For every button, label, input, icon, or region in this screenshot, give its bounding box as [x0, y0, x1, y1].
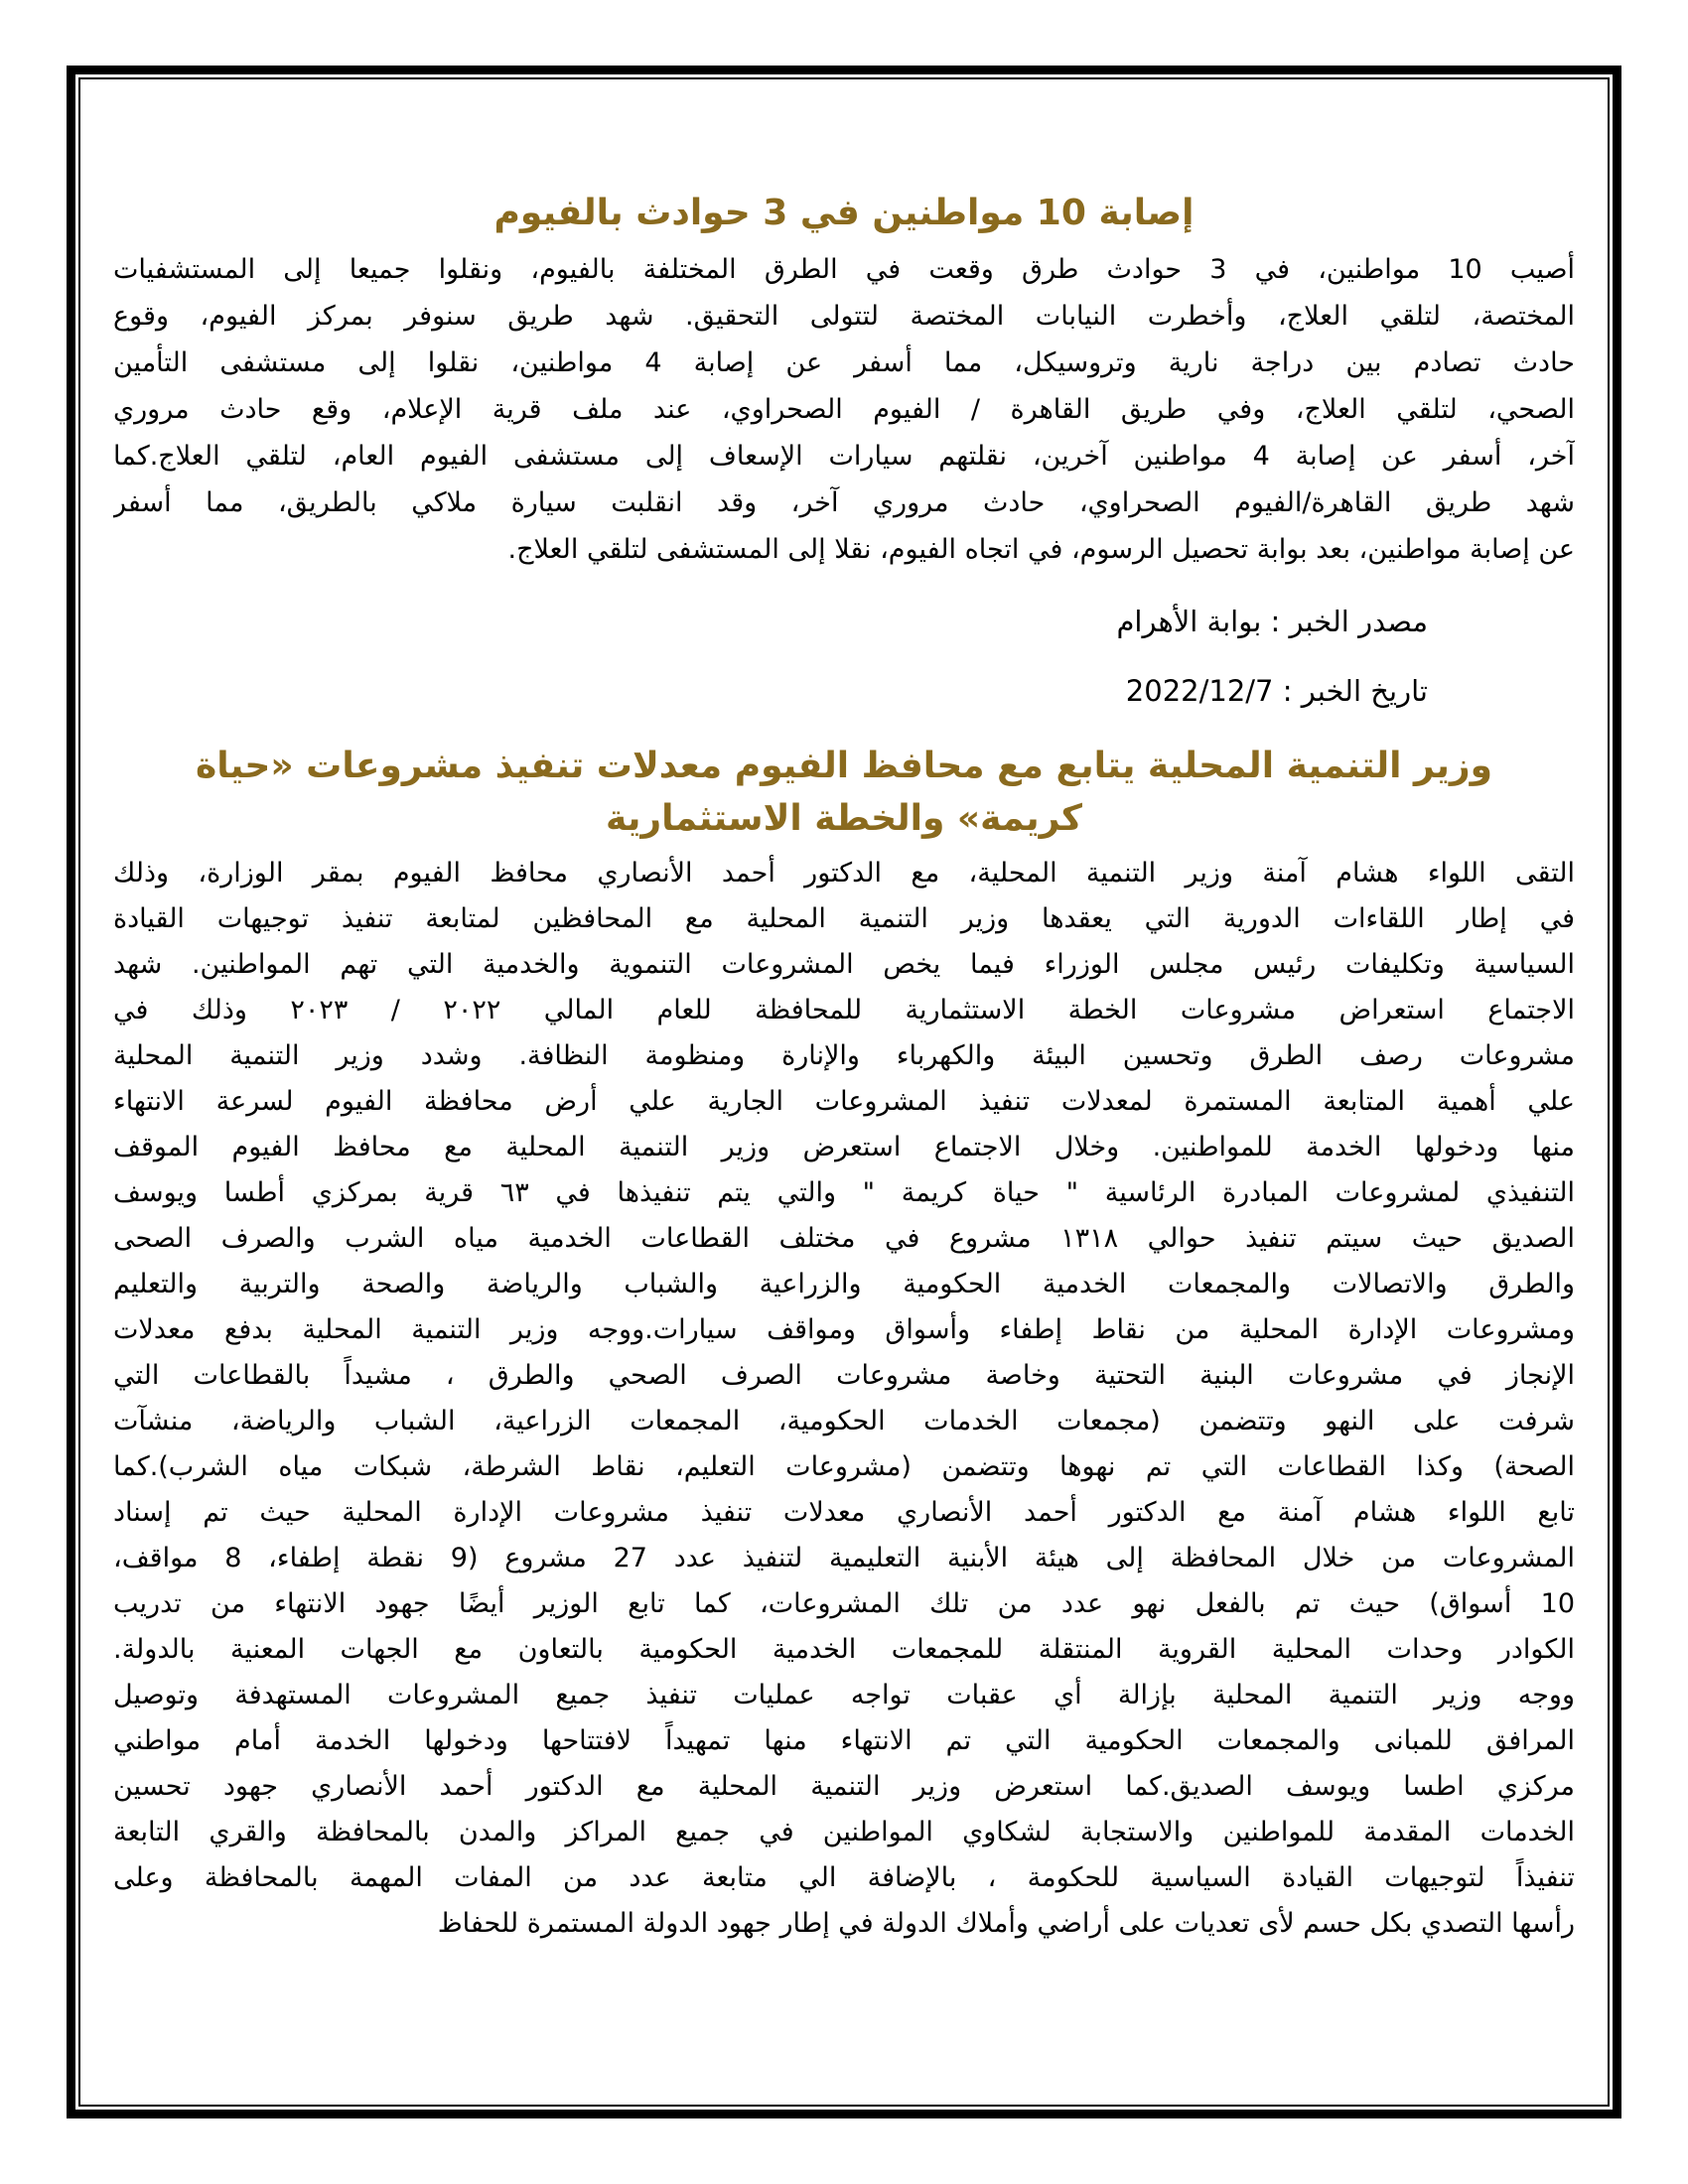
page-border-outer [67, 66, 1621, 2118]
text-line: آخر، أسفر عن إصابة 4 مواطنين آخرين، نقلتهم سيارات الإسعاف إلى مستشفى الفيوم العام، لتلقي العلاج.كما [113, 441, 1575, 472]
article2-title [113, 740, 1575, 845]
text-line: مركزي اطسا ويوسف الصديق.كما استعرض وزير التنمية المحلية مع الدكتور أحمد الأنصاري جهود تحسين [113, 1771, 1575, 1802]
text-line: التنفيذي لمشروعات المبادرة الرئاسية " حياة كريمة " والتي يتم تنفيذها في ٦٣ قرية بمركزي أطسا ويوسف [113, 1177, 1575, 1208]
article1-title: إصابة 10 مواطنين في 3 حوادث بالفيوم [493, 193, 1195, 233]
text-line: الصديق حيث سيتم تنفيذ حوالي ١٣١٨ مشروع في مختلف القطاعات الخدمية مياه الشرب والصرف الصحى [113, 1223, 1575, 1254]
page-border-inner [78, 77, 1610, 2107]
text-line: منها ودخولها الخدمة للمواطنين. وخلال الاجتماع استعرض وزير التنمية المحلية مع محافظ الفيوم الموقف [113, 1132, 1575, 1162]
text-line: علي أهمية المتابعة المستمرة لمعدلات تنفيذ المشروعات الجارية علي أرض محافظة الفيوم لسرعة الانتهاء [113, 1086, 1575, 1117]
text-line: أصيب 10 مواطنين، في 3 حوادث طرق وقعت في الطرق المختلفة بالفيوم، ونقلوا جميعا إلى المستشفيات [113, 254, 1575, 285]
text-line: تنفيذاً لتوجيهات القيادة السياسية للحكومة ، بالإضافة الي متابعة عدد من المفات المهمة بالمحافظة وعلى [113, 1862, 1575, 1893]
text-line: ووجه وزير التنمية المحلية بإزالة أي عقبات تواجه عمليات تنفيذ جميع المشروعات المستهدفة وتوصيل [113, 1680, 1575, 1710]
text-line: السياسية وتكليفات رئيس مجلس الوزراء فيما يخص المشروعات التنموية والخدمية التي تهم المواطنين. شهد [113, 949, 1575, 980]
text-line: المشروعات من خلال المحافظة إلى هيئة الأبنية التعليمية لتنفيذ عدد 27 مشروع (9 نقطة إطفاء، 8 مواقف، [113, 1543, 1575, 1573]
text-line: شهد طريق القاهرة/الفيوم الصحراوي، حادث مروري آخر، وقد انقلبت سيارة ملاكي بالطريق، مما أسفر [113, 487, 1575, 518]
text-line: الإنجاز في مشروعات البنية التحتية وخاصة مشروعات الصرف الصحي والطرق ، مشيداً بالقطاعات التي [113, 1360, 1575, 1391]
text-line: الصحي، لتلقي العلاج، وفي طريق القاهرة / الفيوم الصحراوي، عند ملف قرية الإعلام، وقع حادث مروري [113, 394, 1575, 425]
text-line: ومشروعات الإدارة المحلية من نقاط إطفاء وأسواق ومواقف سيارات.ووجه وزير التنمية المحلية بدفع معدلات [113, 1314, 1575, 1345]
news-date: تاريخ الخبر : 2022/12/7 [1125, 674, 1428, 708]
text-line: الخدمات المقدمة للمواطنين والاستجابة لشكاوي المواطنين في جميع المراكز والمدن بالمحافظة والقري التابعة [113, 1817, 1575, 1847]
news-source: مصدر الخبر : بوابة الأهرام [1116, 605, 1428, 638]
text-line: التقى اللواء هشام آمنة وزير التنمية المحلية، مع الدكتور أحمد الأنصاري محافظ الفيوم بمقر الوزارة، وذلك [113, 858, 1575, 888]
text-line: في إطار اللقاءات الدورية التي يعقدها وزير التنمية المحلية مع المحافظين لمتابعة تنفيذ توجيهات القيادة [113, 903, 1575, 934]
text-line: الصحة) وكذا القطاعات التي تم نهوها وتتضمن (مشروعات التعليم، نقاط الشرطة، شبكات مياه الشرب).كما [113, 1451, 1575, 1482]
text-line: الكوادر وحدات المحلية القروية المنتقلة للمجمعات الخدمية الحكومية بالتعاون مع الجهات المعنية بالدولة. [113, 1634, 1575, 1665]
text-line: المختصة، لتلقي العلاج، وأخطرت النيابات المختصة لتتولى التحقيق. شهد طريق سنوفر بمركز الفيوم، وقوع [113, 301, 1575, 332]
article2-title-line1: وزير التنمية المحلية يتابع مع محافظ الفيوم معدلات تنفيذ مشروعات «حياة [195, 746, 1493, 786]
text-line: رأسها التصدي بكل حسم لأى تعديات على أراضي وأملاك الدولة في إطار جهود الدولة المستمرة للحفاظ [437, 1908, 1575, 1939]
document-content [80, 79, 1608, 2105]
text-line: الاجتماع استعراض مشروعات الخطة الاستثمارية للمحافظة للعام المالي ٢٠٢٢ / ٢٠٢٣ وذلك في [113, 995, 1575, 1025]
text-line: 10 أسواق) حيث تم بالفعل نهو عدد من تلك المشروعات، كما تابع الوزير أيضًا جهود الانتهاء من تدريب [113, 1588, 1575, 1619]
text-line: عن إصابة مواطنين، بعد بوابة تحصيل الرسوم، في اتجاه الفيوم، نقلا إلى المستشفى لتلقي العلاج. [507, 534, 1575, 565]
text-line: شرفت على النهو وتتضمن (مجمعات الخدمات الحكومية، المجمعات الزراعية، الشباب والرياضة، منشآت [113, 1406, 1575, 1436]
text-line: مشروعات رصف الطرق وتحسين البيئة والكهرباء والإنارة ومنظومة النظافة. وشدد وزير التنمية المحلية [113, 1040, 1575, 1071]
text-line: حادث تصادم بين دراجة نارية وتروسيكل، مما أسفر عن إصابة 4 مواطنين، نقلوا إلى مستشفى التأمين [113, 347, 1575, 378]
text-line: والطرق والاتصالات والمجمعات الخدمية الحكومية والزراعية والشباب والرياضة والصحة والتربية والتعليم [113, 1269, 1575, 1299]
article1-body [113, 246, 1575, 573]
text-line: المرافق للمبانى والمجمعات الحكومية التي تم الانتهاء منها تمهيداً لافتتاحها ودخولها الخدمة أمام مواطني [113, 1725, 1575, 1756]
text-line: تابع اللواء هشام آمنة مع الدكتور أحمد الأنصاري معدلات تنفيذ مشروعات الإدارة المحلية حيث تم إسناد [113, 1497, 1575, 1528]
article2-body [113, 851, 1575, 1947]
article2-title-line2: كريمة» والخطة الاستثمارية [606, 798, 1082, 839]
